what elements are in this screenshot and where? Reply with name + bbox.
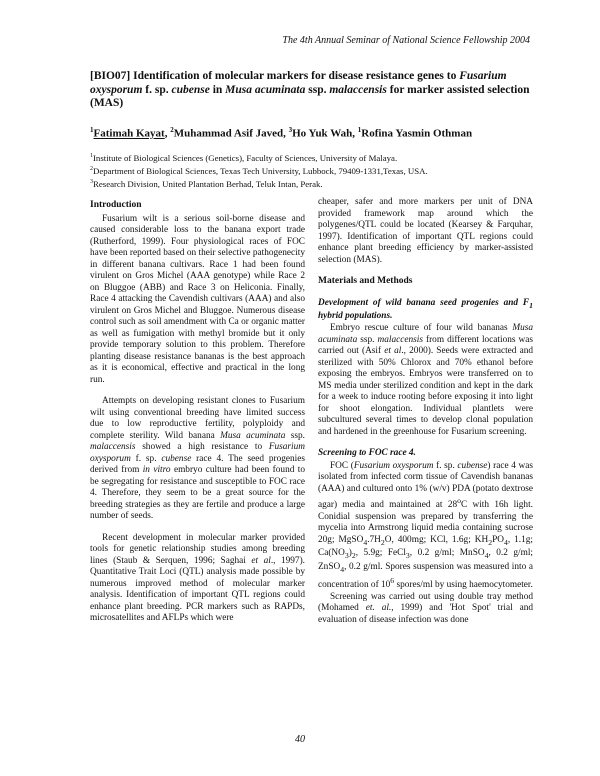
paragraph: Fusarium wilt is a serious soil-borne disease and caused considerable loss to the banana export trade (Rutherford, 1999). Four physiological races of FOC have been reported based on their selective pathogenecity in different banana cultivars. Race 1 had been found virulent on Gros Michel (AAA genotype) while Race 2 on Bluggoe (ABB) and Race 3 on Heliconia. Finally, Race 4 attacking the Cavendish cultivars (AAA) and also virulent on Gros Michel and Bluggoe. Numerous disease control such as soil amendment with Ca or organic matter as well as fumigation with methyl bromide but it only provide temporary solution to this problem. Therefore planting disease resistance bananas is the best approach as it is economical, effective and practical in the long run. xyxy=(90,213,305,385)
paragraph: Screening was carried out using double tray method (Mohamed et. al., 1999) and 'Hot Spot' trial and evaluation of disease infection was done xyxy=(318,591,534,625)
subsection-heading: Screening to FOC race 4. xyxy=(318,448,416,459)
paragraph: FOC (Fusarium oxysporum f. sp. cubense) race 4 was isolated from infected corm tissue of Cavendish bananas (AAA) and cultured onto 1% (w/v) PDA (potato dextrose agar) media and maintained at 28$^o$C with 16h light. Conidial suspension was prepared by transferring the mycelia into Armstrong liquid media containing sucrose 20g; $MgSO_4.7H_2O$, 400mg; KCl, 1.6g; $KH_2PO_4$, 1.1g; $Ca(NO_3)_2$, 5.9g; FeCl$_3$, 0.2 g/ml; MnSO$_4$, 0.2 g/ml; ZnSO$_4$, 0.2 g/ml. Spores suspension was measured into a concentration of $10^6$ spores/ml by using haemocytometer. xyxy=(318,460,534,591)
left-column xyxy=(90,200,305,625)
subsection-heading: Development of wild banana seed progenies and $F_1$ hybrid populations. xyxy=(318,297,533,321)
section-heading-methods: Materials and Methods xyxy=(318,276,413,286)
affiliation: $^3$Research Division, United Plantation Berhad, Teluk Intan, Perak. xyxy=(90,178,323,189)
paragraph: Attempts on developing resistant clones to Fusarium wilt using conventional breeding have limited success due to low reproductive fertility, polyploidy and complete sterility. Wild banana Musa acuminata ssp. malaccensis showed a high resistance to Fusarium oxysporum f. sp. cubense race 4. The seed progenies derived from in vitro embryo culture had been found to be segregating for resistance and susceptible to FOC race 4. Therefore, they seem to be a great source for the breeding strategies as they are fertile and produce a large number of seeds. xyxy=(90,396,305,521)
affiliation: $^1$Institute of Biological Sciences (Genetics), Faculty of Sciences, University of Malaya. xyxy=(90,152,398,163)
author-name: Rofina Yasmin Othman xyxy=(361,127,473,140)
paragraph: Recent development in molecular marker provided tools for genetic relationship studies among breeding lines (Staub & Serquen, 1996; Saghai et al., 1997). Quantitative Trait Loci (QTL) analysis made possible by numerous improved method of molecular marker analysis. Identification of important QTL regions could enhance plant breeding. PCR markers such as RAPDs, microsatellites and AFLPs which were xyxy=(90,532,305,623)
running-head: The 4th Annual Seminar of National Science Fellowship 2004 xyxy=(282,35,530,46)
affiliations xyxy=(90,151,542,190)
paragraph: Embryo rescue culture of four wild bananas Musa acuminata ssp. malaccensis from different locations was carried out (Asif et al., 2000). Seeds were extracted and sterilized with 50% Chlorox and 70% ethanol before exposing the embryos. Embryos were transferred on to MS media under sterilized condition and kept in the dark for a week to induce rooting before exposing it into light for shoot elongation. Individual plantlets were subcultured several times to develop clonal population and hardened in the greenhouse for Fusarium screening. xyxy=(318,323,533,437)
author-name: Muhammad Asif Javed xyxy=(173,127,284,140)
author-name: Fatimah Kayat xyxy=(93,127,165,140)
author-name: Ho Yuk Wah xyxy=(292,127,353,140)
author-list: $^1$Fatimah Kayat, $^2$Muhammad Asif Javed, $^3$Ho Yuk Wah, $^1$Rofina Yasmin Othman xyxy=(90,126,473,140)
section-heading-introduction: Introduction xyxy=(90,200,142,210)
right-column xyxy=(318,197,533,626)
paragraph: cheaper, safer and more markers per unit of DNA provided framework map around which the polygenes/QTL could be located (Kearsey & Farquhar, 1997). Identification of important QTL regions could enhance plant breeding efficiency by marker-assisted selection (MAS). xyxy=(318,197,533,265)
paper-title: [BIO07] Identification of molecular markers for disease resistance genes to Fusarium oxysporum f. sp. cubense in Musa acuminata ssp. malaccensis for marker assisted selection (MAS) xyxy=(90,70,530,109)
page-number: 40 xyxy=(295,734,305,745)
affiliation: $^2$Department of Biological Sciences, Texas Tech University, Lubbock, 79409-1331,Texas, USA. xyxy=(90,165,428,176)
